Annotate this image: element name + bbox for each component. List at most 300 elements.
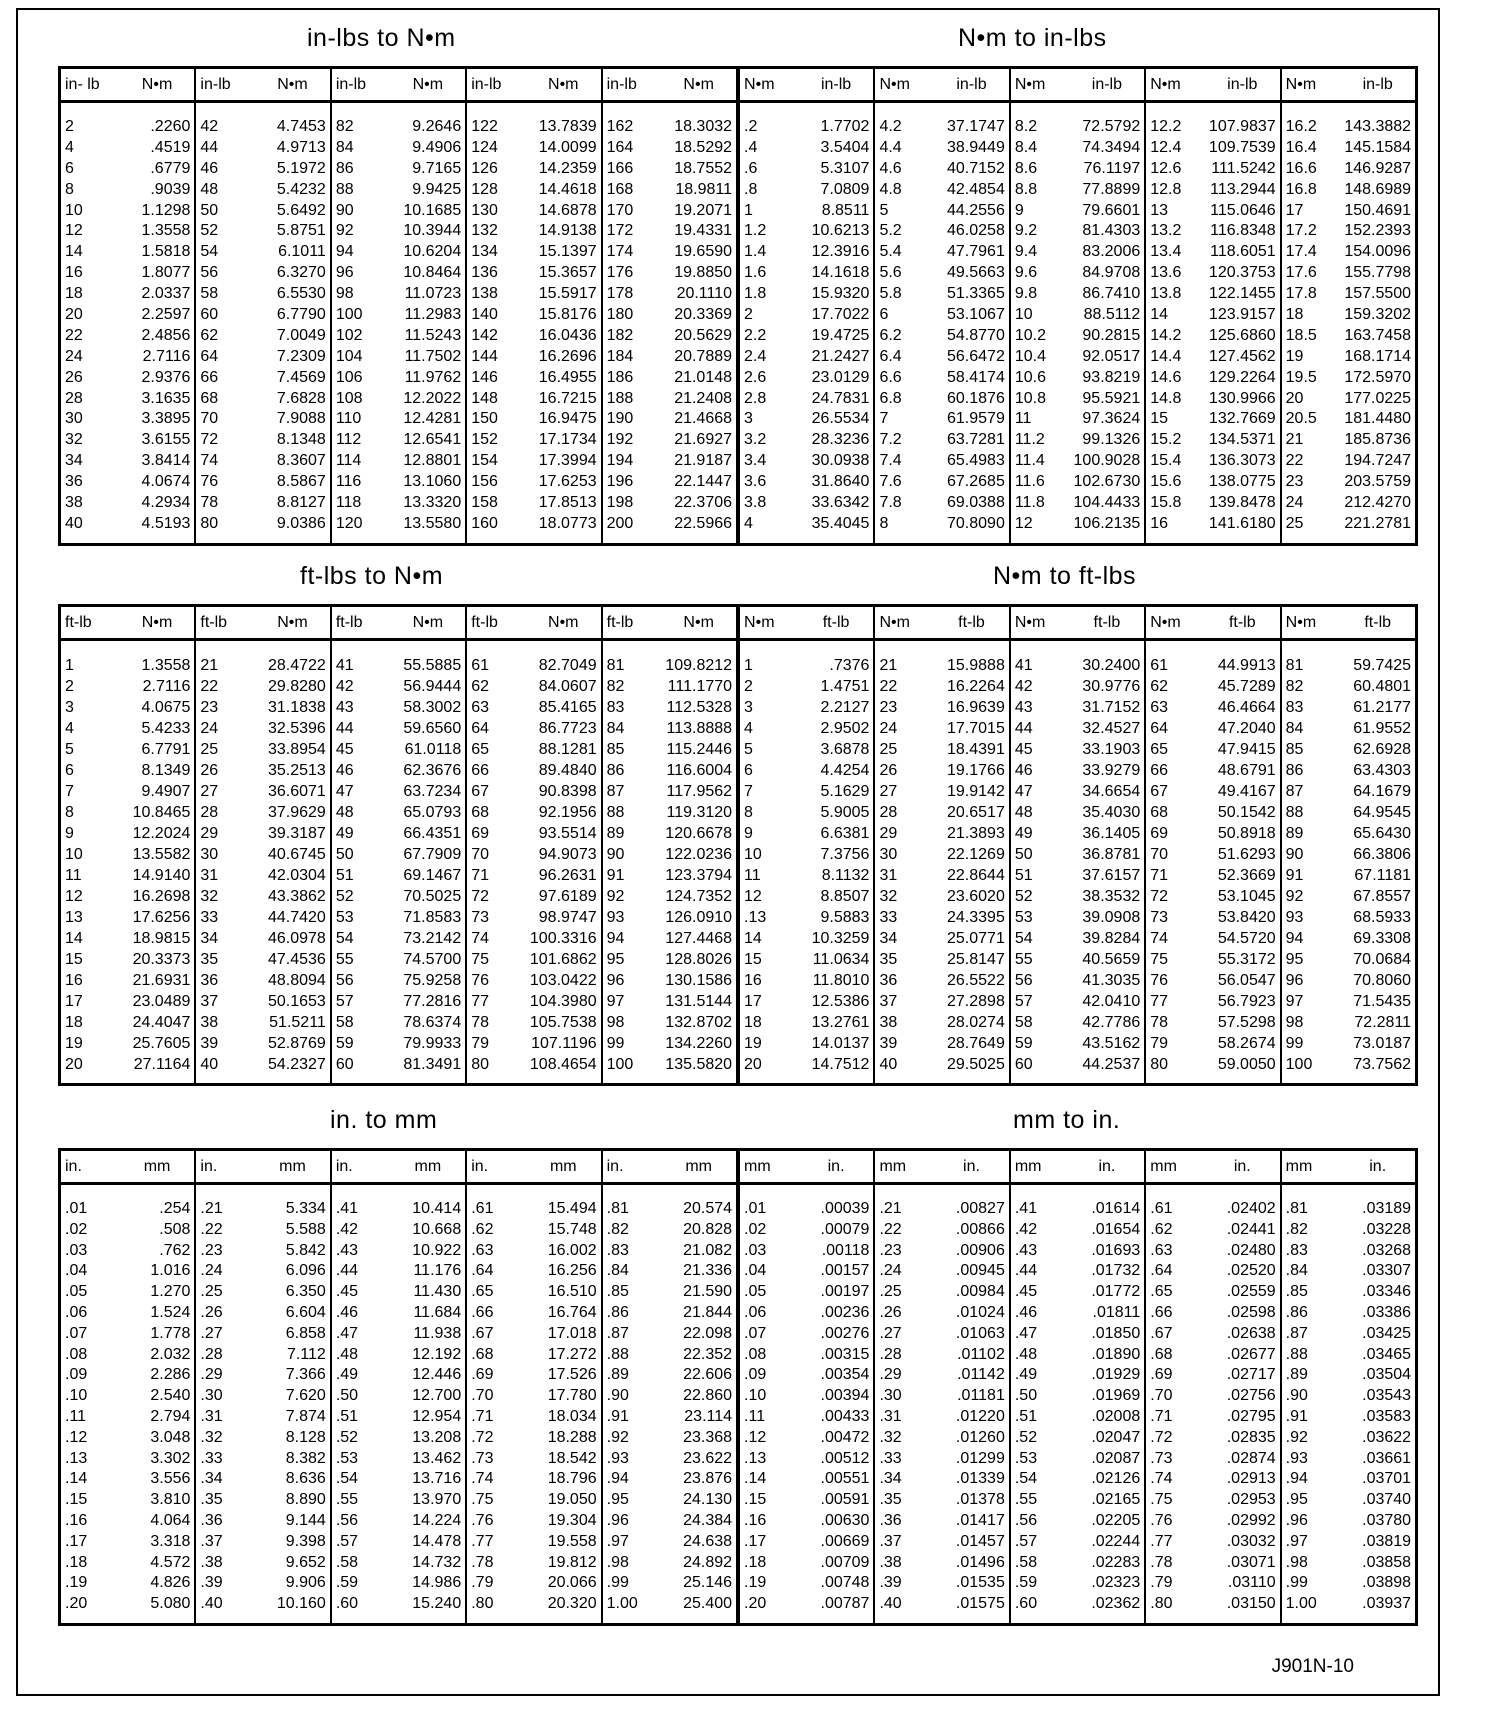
table-cell: .02717 <box>1226 1366 1276 1384</box>
table-cell: .24 <box>200 1262 223 1280</box>
table-cell: 6.858 <box>285 1324 326 1342</box>
table-cell: 132.7669 <box>1208 410 1276 428</box>
converted-values <box>1340 1199 1415 1623</box>
table-cell: 68 <box>200 389 219 407</box>
table-cell: 168.1714 <box>1344 347 1412 365</box>
table-cell: .01220 <box>955 1407 1005 1425</box>
table-cell: .02992 <box>1226 1511 1276 1529</box>
table-cell: 16.9639 <box>947 699 1005 716</box>
converted-values <box>1205 117 1280 543</box>
table-cell: 48 <box>1014 804 1033 821</box>
table-cell: 38 <box>65 494 83 512</box>
table-cell: .52 <box>335 1428 359 1446</box>
table-cell: 14.0099 <box>538 138 597 156</box>
table-cell: 21.336 <box>683 1262 733 1280</box>
table-cell: 19.4331 <box>674 222 733 240</box>
table-cell: .31 <box>879 1407 902 1425</box>
table-cell: .55 <box>335 1491 359 1509</box>
table-cell: 57 <box>335 993 354 1010</box>
table-cell: 92 <box>606 888 625 905</box>
table-cell: 33.9279 <box>1082 762 1141 779</box>
table-cell: 90.8398 <box>538 783 597 800</box>
column-header <box>875 1151 1008 1185</box>
table-cell: 14.2 <box>1150 326 1182 344</box>
table-cell: 9.906 <box>285 1574 326 1592</box>
table-cell: 46.0978 <box>267 930 326 947</box>
table-cell: .2260 <box>150 118 191 135</box>
table-cell: .16 <box>744 1511 767 1529</box>
table-cell: 2.794 <box>150 1407 191 1425</box>
table-cell: 4.2 <box>879 118 902 135</box>
table-cell: 6.2 <box>879 326 902 344</box>
column-group <box>1282 1151 1415 1623</box>
table-cell: 14.4 <box>1150 347 1182 365</box>
table-cell: 1.524 <box>150 1303 191 1321</box>
table-cell: 1.00 <box>606 1595 638 1613</box>
header-from-unit: ft-lb <box>471 613 498 631</box>
table-cell: 120.6678 <box>665 825 733 842</box>
table-cell: 11.5243 <box>404 326 462 344</box>
header-from-unit: in-lb <box>335 75 367 93</box>
header-to-unit: in. <box>963 1157 980 1175</box>
table-cell: 19.8850 <box>674 264 733 282</box>
table-cell: 21.2408 <box>674 389 733 407</box>
table-cell: 8 <box>65 180 74 198</box>
table-cell: 20.5629 <box>674 326 733 344</box>
table-cell: 170 <box>606 201 634 219</box>
table-cell: 27.1164 <box>133 1056 191 1073</box>
table-cell: 24.638 <box>683 1532 733 1550</box>
table-cell: 116.6004 <box>666 762 733 779</box>
table-cell: .01772 <box>1091 1283 1141 1301</box>
table-cell: 19.5 <box>1285 368 1317 386</box>
table-cell: 6.6 <box>879 368 902 386</box>
table-cell: 55.3172 <box>1217 951 1276 968</box>
table-cell: 61.0118 <box>404 741 462 758</box>
table-cell: 13 <box>1150 201 1169 219</box>
table-cell: .63 <box>471 1241 494 1259</box>
table-cell: 48 <box>200 180 219 198</box>
input-values <box>467 1199 526 1623</box>
table-cell: .88 <box>1285 1345 1308 1363</box>
table-cell: 43 <box>335 699 354 716</box>
table-cell: .02402 <box>1226 1200 1276 1217</box>
table-cell: 10 <box>65 201 83 219</box>
table-cell: 7.620 <box>285 1387 326 1405</box>
table-cell: 59.7425 <box>1353 657 1412 674</box>
column-group <box>332 1151 467 1623</box>
table-cell: 82.7049 <box>538 657 597 674</box>
table-cell: 168 <box>606 180 634 198</box>
converted-values <box>661 1199 736 1623</box>
header-from-unit: N•m <box>744 613 775 631</box>
header-from-unit: mm <box>1014 1157 1042 1175</box>
table-cell: 29 <box>200 825 219 842</box>
table-cell: 42.7786 <box>1082 1014 1141 1031</box>
table-cell: 6.096 <box>285 1262 326 1280</box>
table-cell: 74 <box>1150 930 1169 947</box>
table-cell: .75 <box>471 1491 494 1509</box>
table-cell: 44 <box>1014 720 1033 737</box>
column-header <box>467 1151 600 1185</box>
table-cell: 130 <box>471 201 498 219</box>
table-cell: .51 <box>335 1407 359 1425</box>
table-cell: 24.3395 <box>947 909 1005 926</box>
table-cell: .03583 <box>1362 1407 1412 1425</box>
column-group <box>467 1151 602 1623</box>
table-cell: .58 <box>335 1553 359 1571</box>
converted-values <box>661 117 736 543</box>
table-cell: 18.0773 <box>538 514 597 532</box>
table-cell: .03819 <box>1362 1532 1412 1550</box>
table-cell: 7.4569 <box>276 368 326 386</box>
table-cell: .31 <box>200 1407 223 1425</box>
table-cell: 90 <box>335 201 354 219</box>
table-cell: 63.7281 <box>947 431 1005 449</box>
table-cell: 42.0304 <box>267 867 326 884</box>
table-cell: 65.6430 <box>1353 825 1412 842</box>
table-cell: 7.6 <box>879 473 902 491</box>
table-cell: .02165 <box>1091 1491 1141 1509</box>
table-cell: 3.4 <box>744 452 767 470</box>
table-cell: 84 <box>1285 720 1304 737</box>
converted-values <box>255 655 330 1083</box>
table-cell: 101.6862 <box>529 951 597 968</box>
table-cell: 10.3944 <box>403 222 462 240</box>
table-cell: 92.0517 <box>1082 347 1141 365</box>
table-cell: 61.9579 <box>947 410 1005 428</box>
table-cell: .03268 <box>1362 1241 1412 1259</box>
table-cell: 141.6180 <box>1208 514 1276 532</box>
table-cell: 90.2815 <box>1082 326 1141 344</box>
table-cell: 33.1903 <box>1082 741 1141 758</box>
table-cell: 48.6791 <box>1217 762 1276 779</box>
table-cell: 22.352 <box>683 1345 733 1363</box>
table-cell: 6.604 <box>285 1303 326 1321</box>
table-cell: .90 <box>1285 1387 1308 1405</box>
table-cell: .09 <box>744 1366 767 1384</box>
table-cell: 1.3558 <box>141 222 191 240</box>
table-cell: 18.288 <box>547 1428 597 1446</box>
table-cell: 120 <box>335 514 363 532</box>
table-cell: 104.4433 <box>1073 494 1141 512</box>
table-cell: 47.7961 <box>947 243 1005 261</box>
header-to-unit: N•m <box>412 613 444 631</box>
table-cell: 12.446 <box>412 1366 462 1384</box>
header-to-unit: mm <box>143 1157 171 1175</box>
table-cell: 14.0137 <box>811 1035 870 1052</box>
table-cell: 18.034 <box>547 1407 597 1425</box>
table-cell: 11.938 <box>413 1324 462 1342</box>
table-cell: 38.9449 <box>947 138 1005 156</box>
table-cell: 15.9320 <box>811 285 870 303</box>
table-cell: 56.7923 <box>1217 993 1276 1010</box>
table-cell: .17 <box>744 1532 767 1550</box>
table-cell: .92 <box>606 1428 629 1446</box>
table-cell: 88 <box>1285 804 1304 821</box>
table-cell: 8 <box>744 804 753 821</box>
table-cell: .29 <box>200 1366 223 1384</box>
table-cell: 42.0410 <box>1082 993 1141 1010</box>
table-cell: .34 <box>879 1470 902 1488</box>
table-cell: 120.3753 <box>1208 264 1276 282</box>
table-cell: 100 <box>335 306 363 324</box>
table-cell: .00945 <box>955 1262 1005 1280</box>
table-cell: 107.9837 <box>1208 118 1276 135</box>
table-cell: 11.9762 <box>404 368 462 386</box>
table-cell: .04 <box>65 1262 88 1280</box>
table-cell: 93 <box>606 909 625 926</box>
input-values <box>875 117 934 543</box>
table-cell: 1.3558 <box>141 657 191 674</box>
table-cell: 82 <box>606 678 625 695</box>
table-cell: 85.4165 <box>538 699 597 716</box>
table-cell: 19.2071 <box>674 201 733 219</box>
table-cell: 127.4562 <box>1208 347 1276 365</box>
column-values <box>332 103 465 543</box>
table-cell: 3.302 <box>150 1449 191 1467</box>
table-cell: 98.9747 <box>538 909 597 926</box>
column-values <box>875 641 1008 1083</box>
table-cell: .77 <box>471 1532 494 1550</box>
table-cell: 29.8280 <box>267 678 326 695</box>
table-cell: .6 <box>744 159 758 177</box>
table-cell: 98 <box>1285 1014 1304 1031</box>
table-cell: 77.8899 <box>1082 180 1141 198</box>
converted-values <box>1340 117 1415 543</box>
table-cell: 5.9005 <box>820 804 870 821</box>
table-cell: 108.4654 <box>529 1056 597 1073</box>
table-cell: 130.1586 <box>665 972 733 989</box>
converted-values <box>1070 655 1145 1083</box>
table-cell: 18.9811 <box>675 180 733 198</box>
table-cell: 7.6828 <box>276 389 326 407</box>
column-values <box>196 641 329 1083</box>
table-cell: 89.4840 <box>538 762 597 779</box>
table-cell: .21 <box>200 1200 223 1217</box>
table-cell: .01 <box>744 1200 767 1217</box>
table-cell: 81 <box>1285 657 1304 674</box>
table-cell: 8.8511 <box>821 201 870 219</box>
table-cell: .49 <box>335 1366 359 1384</box>
table-cell: .508 <box>159 1220 191 1238</box>
column-header <box>603 607 736 641</box>
table-cell: 150 <box>471 410 498 428</box>
column-values <box>1282 1185 1415 1623</box>
table-cell: 10.160 <box>276 1595 326 1613</box>
table-cell: .63 <box>1150 1241 1173 1259</box>
table-cell: 30 <box>65 410 83 428</box>
table-cell: 49 <box>335 825 354 842</box>
table-cell: 83.2006 <box>1082 243 1141 261</box>
table-cell: 93.8219 <box>1082 368 1141 386</box>
table-cell: .60 <box>335 1595 359 1613</box>
table-cell: .26 <box>879 1303 902 1321</box>
table-cell: 59 <box>1014 1035 1033 1052</box>
table-cell: .00512 <box>820 1449 870 1467</box>
table-cell: 33 <box>200 909 219 926</box>
table-cell: .19 <box>744 1574 767 1592</box>
table-cell: 24.4047 <box>132 1014 191 1031</box>
table-cell: .02283 <box>1091 1553 1141 1571</box>
table-cell: 70.0684 <box>1353 951 1412 968</box>
table-cell: 117.9562 <box>666 783 733 800</box>
table-cell: 12.2024 <box>132 825 191 842</box>
table-cell: 35.4030 <box>1082 804 1141 821</box>
table-cell: 67.8557 <box>1353 888 1412 905</box>
column-group <box>740 1151 875 1623</box>
table-cell: 3.6878 <box>820 741 870 758</box>
table-cell: 22.8644 <box>947 867 1005 884</box>
column-group <box>1146 69 1281 543</box>
table-cell: .87 <box>1285 1324 1308 1342</box>
table-cell: .18 <box>744 1553 767 1571</box>
table-cell: 166 <box>606 159 634 177</box>
table-cell: .58 <box>1014 1553 1038 1571</box>
table-cell: .00906 <box>955 1241 1005 1259</box>
table-cell: 42 <box>200 118 219 135</box>
table-cell: 72 <box>1150 888 1169 905</box>
table-cell: 4 <box>744 720 753 737</box>
table-cell: 33.8954 <box>267 741 326 758</box>
table-cell: 104.3980 <box>529 993 597 1010</box>
table-cell: 96 <box>1285 972 1304 989</box>
header-to-unit: in-lb <box>820 75 852 93</box>
table-cell: .01654 <box>1091 1220 1141 1238</box>
table-cell: 9.4907 <box>141 783 191 800</box>
table-cell: 66 <box>1150 762 1169 779</box>
table-cell: .48 <box>1014 1345 1038 1363</box>
table-cell: .40 <box>200 1595 223 1613</box>
table-cell: 10.4 <box>1014 347 1046 365</box>
table-cell: 96 <box>606 972 625 989</box>
table-cell: 8.4 <box>1014 138 1038 156</box>
table-cell: .37 <box>200 1532 223 1550</box>
table-cell: 11 <box>744 867 761 884</box>
table-cell: 29 <box>879 825 898 842</box>
table-cell: .762 <box>159 1241 191 1259</box>
header-to-unit: mm <box>685 1157 712 1175</box>
table-inlb-nm-and-nm-inlb <box>58 66 1418 546</box>
table-cell: .03 <box>744 1241 767 1259</box>
table-cell: 221.2781 <box>1344 514 1412 532</box>
table-cell: 7.0049 <box>276 326 326 344</box>
table-cell: 194 <box>606 452 634 470</box>
table-cell: .00236 <box>820 1303 870 1321</box>
column-header <box>61 607 194 641</box>
table-cell: .02480 <box>1226 1241 1276 1259</box>
table-cell: 5 <box>65 741 74 758</box>
table-cell: .97 <box>606 1532 629 1550</box>
table-cell: 24 <box>200 720 219 737</box>
table-cell: 28 <box>879 804 898 821</box>
table-cell: 11.8010 <box>812 972 870 989</box>
header-to-unit: mm <box>414 1157 442 1175</box>
column-header <box>61 69 194 103</box>
column-header <box>332 607 465 641</box>
table-cell: .89 <box>606 1366 629 1384</box>
table-cell: 16.9475 <box>538 410 597 428</box>
table-cell: 93.5514 <box>538 825 597 842</box>
table-cell: .25 <box>200 1283 223 1301</box>
table-cell: 40.6745 <box>267 846 326 863</box>
table-cell: 7.4 <box>879 452 902 470</box>
table-cell: 145.1584 <box>1344 138 1412 156</box>
table-cell: .02323 <box>1091 1574 1141 1592</box>
table-cell: 21 <box>879 657 898 674</box>
header-from-unit: in-lb <box>200 75 231 93</box>
table-cell: 17.6253 <box>538 473 597 491</box>
table-cell: 54.2327 <box>267 1056 326 1073</box>
table-cell: 34 <box>65 452 83 470</box>
table-cell: 73.0187 <box>1353 1035 1412 1052</box>
table-cell: 37 <box>879 993 898 1010</box>
table-cell: .96 <box>606 1511 629 1529</box>
table-cell: .71 <box>1150 1407 1173 1425</box>
table-cell: 44.7420 <box>267 909 326 926</box>
table-cell: 42.4854 <box>947 180 1005 198</box>
table-cell: 37 <box>200 993 219 1010</box>
table-cell: 20.3369 <box>674 306 733 324</box>
table-cell: .02047 <box>1091 1428 1141 1446</box>
table-cell: 21.0148 <box>674 368 733 386</box>
table-cell: 186 <box>606 368 634 386</box>
column-header <box>875 607 1008 641</box>
column-header <box>1011 607 1144 641</box>
table-cell: 10.2 <box>1014 326 1046 344</box>
table-cell: 96 <box>335 264 354 282</box>
table-cell: 28.3236 <box>811 431 870 449</box>
header-from-unit: in- lb <box>65 75 100 93</box>
column-header <box>875 69 1008 103</box>
table-cell: 152.2393 <box>1344 222 1412 240</box>
table-cell: 78.6374 <box>403 1014 462 1031</box>
table-cell: 6.7791 <box>141 741 191 758</box>
table-cell: 73 <box>1150 909 1169 926</box>
table-cell: .03661 <box>1362 1449 1412 1467</box>
table-cell: 76.1197 <box>1083 159 1141 177</box>
table-cell: 40 <box>200 1056 219 1073</box>
table-cell: .59 <box>1014 1574 1038 1592</box>
table-cell: .32 <box>879 1428 902 1446</box>
table-cell: 111.1770 <box>667 678 733 695</box>
column-group <box>196 607 331 1083</box>
header-to-unit: ft-lb <box>1093 613 1121 631</box>
converted-values <box>934 117 1009 543</box>
table-cell: 97 <box>1285 993 1304 1010</box>
table-cell: 42 <box>335 678 354 695</box>
table-cell: 14.986 <box>412 1574 462 1592</box>
table-cell: .07 <box>744 1324 767 1342</box>
column-values <box>196 1185 329 1623</box>
table-cell: .26 <box>200 1303 223 1321</box>
table-cell: 22.1447 <box>674 473 733 491</box>
table-cell: 23.368 <box>683 1428 733 1446</box>
table-cell: .00669 <box>820 1532 870 1550</box>
table-cell: 31.7152 <box>1082 699 1141 716</box>
table-cell: 123.9157 <box>1208 306 1276 324</box>
input-values <box>196 117 255 543</box>
table-cell: 134.5371 <box>1208 431 1276 449</box>
table-cell: .13 <box>744 909 767 926</box>
table-cell: 10 <box>65 846 83 863</box>
table-cell: 1.7702 <box>820 118 870 135</box>
table-cell: 44.2537 <box>1082 1056 1141 1073</box>
header-to-unit: ft-lb <box>1364 613 1392 631</box>
table-cell: 5.4233 <box>141 720 191 737</box>
table-cell: .66 <box>471 1303 494 1321</box>
header-from-unit: N•m <box>879 75 910 93</box>
